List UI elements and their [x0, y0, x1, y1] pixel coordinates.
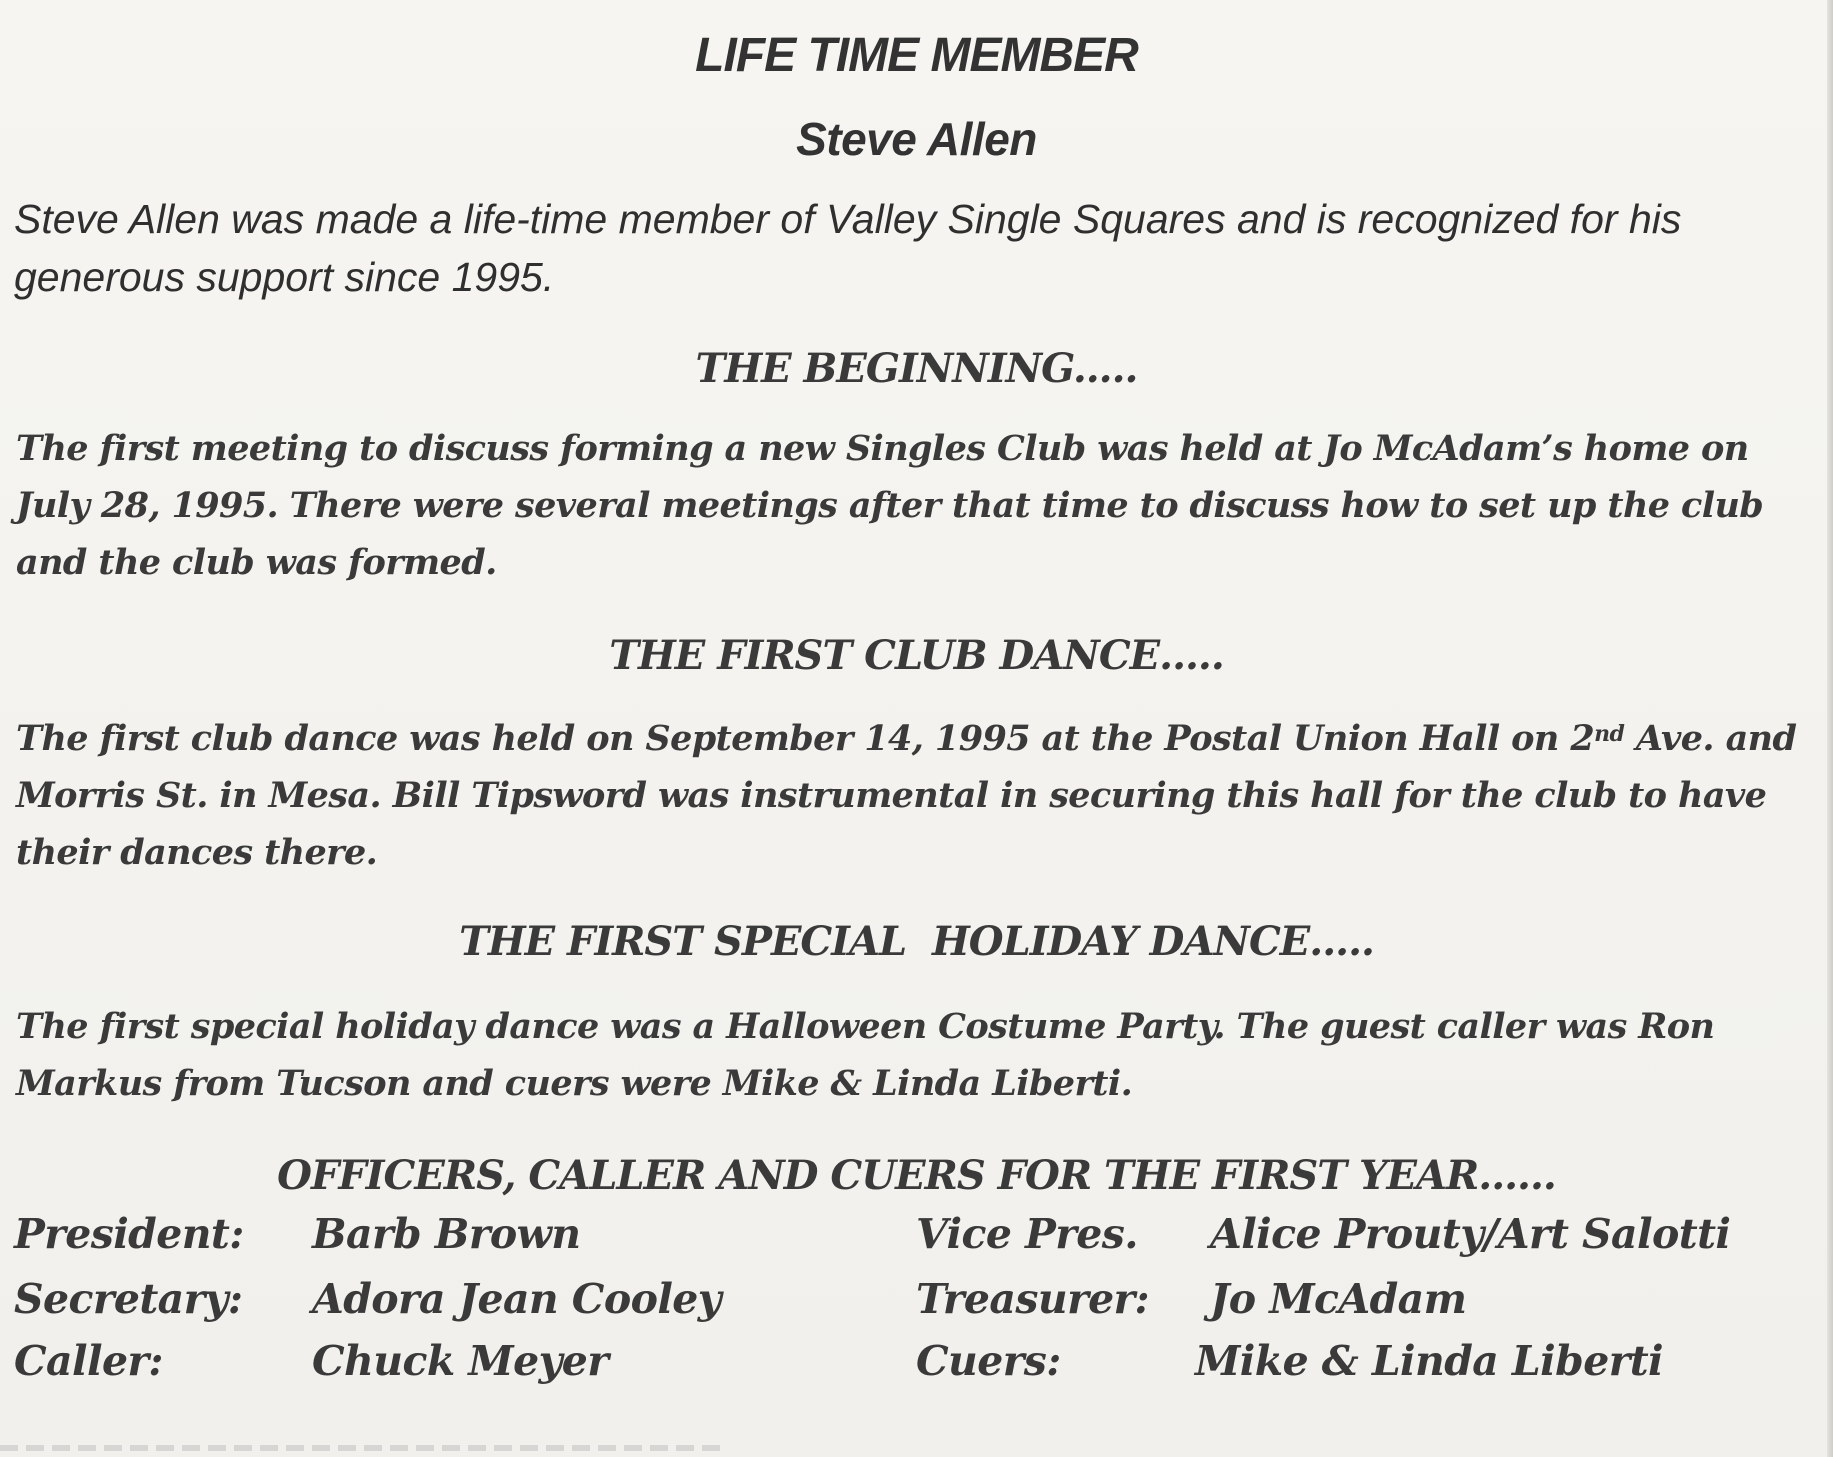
- life-member-title: LIFE TIME MEMBER: [695, 29, 1138, 82]
- cut-off-text-line: [0, 1445, 720, 1451]
- officer-role-treasurer: Treasurer:: [916, 1275, 1150, 1323]
- officer-role-cuers: Cuers:: [916, 1337, 1061, 1385]
- officer-name-treasurer: Jo McAdam: [1210, 1275, 1467, 1323]
- holiday-dance-text: The first special holiday dance was a Halloween Costume Party. The guest caller was Ron Markus from Tucson and cuers were Mike & Linda Liberti.: [16, 1006, 1715, 1104]
- officer-role-vice-president: Vice Pres.: [916, 1210, 1138, 1258]
- life-member-text: Steve Allen was made a life-time member of Valley Single Squares and is recognized for his generous support since 1995.: [14, 196, 1682, 300]
- officer-name-secretary: Adora Jean Cooley: [312, 1275, 722, 1323]
- page-edge-shadow: [1827, 0, 1833, 1457]
- beginning-text: The first meeting to discuss forming a new Singles Club was held at Jo McAdam’s home on July 28, 1995. There were several meetings after that time to discuss how to set up the club and the club was formed.: [16, 428, 1764, 583]
- officers-heading: OFFICERS, CALLER AND CUERS FOR THE FIRST YEAR......: [277, 1152, 1556, 1199]
- first-dance-heading: THE FIRST CLUB DANCE.....: [609, 632, 1224, 679]
- beginning-heading: THE BEGINNING.....: [695, 345, 1138, 392]
- officer-name-vice-president: Alice Prouty/Art Salotti: [1210, 1210, 1731, 1258]
- life-member-name: Steve Allen: [796, 113, 1037, 165]
- ordinal-superscript: nd: [1594, 721, 1625, 747]
- officer-role-secretary: Secretary:: [14, 1275, 243, 1323]
- holiday-dance-heading: THE FIRST SPECIAL HOLIDAY DANCE.....: [459, 918, 1374, 965]
- officer-role-caller: Caller:: [14, 1337, 163, 1385]
- officer-role-president: President:: [14, 1210, 244, 1258]
- officer-name-caller: Chuck Meyer: [312, 1337, 609, 1385]
- first-dance-text-part2: Ave. and Morris St. in Mesa. Bill Tipsword was instrumental in securing this hall for the club to have their dances there.: [16, 718, 1797, 873]
- first-dance-text: [16, 710, 1816, 881]
- officer-name-president: Barb Brown: [312, 1210, 581, 1258]
- first-dance-text-part1: The first club dance was held on September 14, 1995 at the Postal Union Hall on 2: [16, 718, 1595, 759]
- officer-name-cuers: Mike & Linda Liberti: [1195, 1337, 1664, 1385]
